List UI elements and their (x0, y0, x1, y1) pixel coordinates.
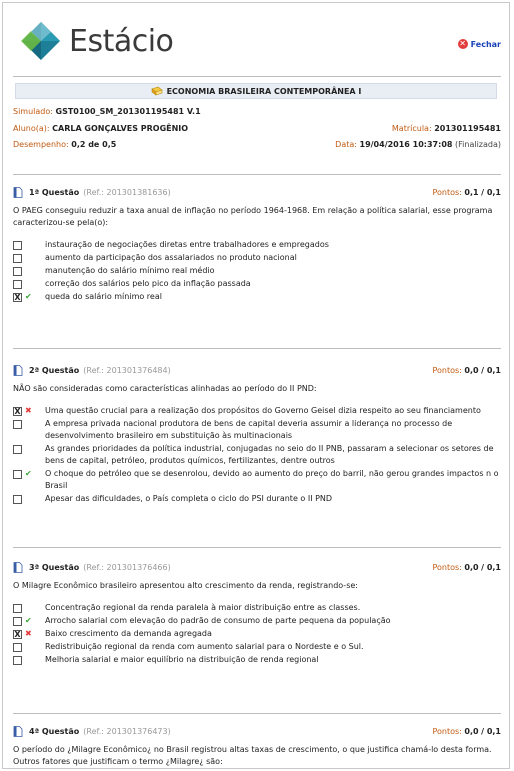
document-icon (13, 726, 23, 737)
option-checkbox[interactable] (13, 280, 22, 289)
question-header (13, 561, 501, 573)
option-checkbox[interactable] (13, 617, 22, 626)
option-item (13, 615, 501, 627)
simulado-row (13, 107, 501, 116)
option-text: queda do salário mínimo real (45, 292, 162, 301)
divider (13, 174, 501, 175)
question-2 (13, 364, 501, 506)
option-item (13, 602, 501, 614)
check-icon: ✔ (25, 469, 32, 478)
option-checkbox[interactable] (13, 656, 22, 665)
data-value: 19/04/2016 10:37:08 (359, 140, 453, 149)
close-label: Fechar (470, 39, 501, 49)
question-header (13, 364, 501, 376)
aluno-label: Aluno(a): (13, 124, 50, 133)
exam-result-window (2, 2, 510, 769)
question-text: NÃO são consideradas como características alinhadas ao período do II PND: (13, 384, 317, 393)
desempenho-value: 0,2 de 0,5 (71, 140, 117, 149)
matricula-value: 201301195481 (434, 124, 501, 133)
data-label: Data: (335, 140, 357, 149)
close-icon: ✕ (459, 39, 466, 48)
divider (13, 547, 501, 548)
divider (13, 348, 501, 349)
wrong-icon: ✖ (25, 629, 32, 638)
option-text: manutenção do salário mínimo real médio (45, 266, 215, 275)
question-ref: (Ref.: 201301376466) (83, 562, 171, 572)
option-item (13, 239, 501, 251)
option-text: instauração de negociações diretas entre trabalhadores e empregados (45, 240, 329, 249)
option-checkbox[interactable] (13, 604, 22, 613)
option-checkbox[interactable] (13, 267, 22, 276)
option-text: Baixo crescimento da demanda agregada (45, 629, 212, 638)
question-points: Pontos: 0,0 / 0,1 (432, 562, 501, 572)
question-title: 3ª Questão (29, 562, 80, 572)
option-item (13, 291, 501, 303)
option-item (13, 628, 501, 640)
option-checkbox[interactable] (13, 643, 22, 652)
document-icon (13, 562, 23, 573)
question-header (13, 186, 501, 198)
option-text: Apesar das dificuldades, o País completa o ciclo do PSI durante o II PND (45, 494, 333, 503)
status-text: (Finalizada) (455, 140, 501, 149)
question-ref: (Ref.: 201301376473) (83, 726, 171, 736)
option-text: O choque do petróleo que se desenrolou, devido ao aumento do preço do barril, não gerou grandes impactos n o Brasil (45, 469, 499, 490)
option-item (13, 265, 501, 277)
option-checkbox[interactable] (13, 495, 22, 504)
document-icon (13, 187, 23, 198)
options-list (13, 602, 501, 666)
wrong-icon: ✖ (25, 406, 32, 415)
estacio-logo (21, 21, 173, 61)
simulado-label: Simulado: (13, 107, 53, 116)
book-icon (151, 86, 163, 96)
document-icon (13, 365, 23, 376)
option-item (13, 405, 501, 417)
option-text: Arrocho salarial com elevação do padrão de consumo de parte pequena da população (45, 616, 391, 625)
desempenho-label: Desempenho: (13, 140, 69, 149)
option-item (13, 468, 501, 492)
question-title: 1ª Questão (29, 187, 80, 197)
option-checkbox[interactable]: X (14, 406, 21, 416)
question-points: Pontos: 0,1 / 0,1 (432, 187, 501, 197)
question-points: Pontos: 0,0 / 0,1 (432, 726, 501, 736)
options-list (13, 239, 501, 303)
course-bar (15, 83, 497, 99)
question-header (13, 725, 501, 737)
aluno-value: CARLA GONÇALVES PROGÊNIO (52, 124, 189, 133)
option-checkbox[interactable] (13, 420, 22, 429)
question-text: O período do ¿Milagre Econômico¿ no Brasil registrou altas taxas de crescimento, o que justifica chamá-lo desta forma. Outros fatores que justificam o termo ¿Milagre¿ são: (13, 745, 492, 766)
option-text: Uma questão crucial para a realização dos propósitos do Governo Geisel dizia respeito ao seu financiamento (45, 406, 481, 415)
question-1 (13, 186, 501, 304)
matricula-label: Matrícula: (391, 124, 432, 133)
question-points: Pontos: 0,0 / 0,1 (432, 365, 501, 375)
logo-text: Estácio (69, 23, 174, 59)
option-text: Concentração regional da renda paralela à maior distribuição entre as classes. (45, 603, 361, 612)
check-icon: ✔ (25, 292, 32, 301)
option-text: Melhoria salarial e maior equilíbrio na distribuição de renda regional (45, 655, 319, 664)
divider (13, 713, 501, 714)
header (3, 3, 509, 63)
option-text: aumento da participação dos assalariados no produto nacional (45, 253, 297, 262)
question-4 (13, 725, 501, 768)
option-text: As grandes prioridades da política industrial, conjugadas no seio do II PNB, passaram a selecionar os setores de bens de capital, petróleo, produtos químicos, fertilizantes, dentre outros (45, 444, 494, 465)
option-item (13, 654, 501, 666)
option-checkbox[interactable] (13, 445, 22, 454)
check-icon: ✔ (25, 616, 32, 625)
option-item (13, 252, 501, 264)
option-checkbox[interactable] (13, 470, 22, 479)
question-text: O Milagre Econômico brasileiro apresentou alto crescimento da renda, registrando-se: (13, 581, 358, 590)
student-row (13, 124, 501, 133)
course-title: ECONOMIA BRASILEIRA CONTEMPORÂNEA I (166, 86, 362, 96)
option-text: Redistribuição regional da renda com aumento salarial para o Nordeste e o Sul. (45, 642, 364, 651)
question-ref: (Ref.: 201301376484) (83, 365, 171, 375)
option-item (13, 443, 501, 467)
option-checkbox[interactable]: X (14, 292, 21, 302)
question-3 (13, 561, 501, 667)
option-text: A empresa privada nacional produtora de bens de capital deveria assumir a liderança no processo de desenvolvimento brasileiro em substituição às multinacionais (45, 419, 453, 440)
option-item (13, 641, 501, 653)
question-text: O PAEG conseguiu reduzir a taxa anual de inflação no período 1964-1968. Em relação a política salarial, esse programa caracterizou-se pela(o): (13, 206, 493, 227)
option-checkbox[interactable] (13, 254, 22, 263)
question-title: 2ª Questão (29, 365, 80, 375)
close-button[interactable] (458, 39, 501, 49)
estacio-diamond-icon (21, 21, 61, 61)
simulado-value: GST0100_SM_201301195481 V.1 (55, 107, 201, 116)
option-item (13, 278, 501, 290)
performance-row (13, 140, 501, 149)
divider (13, 76, 501, 77)
options-list (13, 405, 501, 505)
option-item (13, 418, 501, 442)
option-checkbox[interactable] (13, 241, 22, 250)
option-checkbox[interactable]: X (14, 629, 21, 639)
option-item (13, 493, 501, 505)
question-ref: (Ref.: 201301381636) (83, 187, 171, 197)
question-title: 4ª Questão (29, 726, 80, 736)
option-text: correção dos salários pelo pico da inflação passada (45, 279, 251, 288)
